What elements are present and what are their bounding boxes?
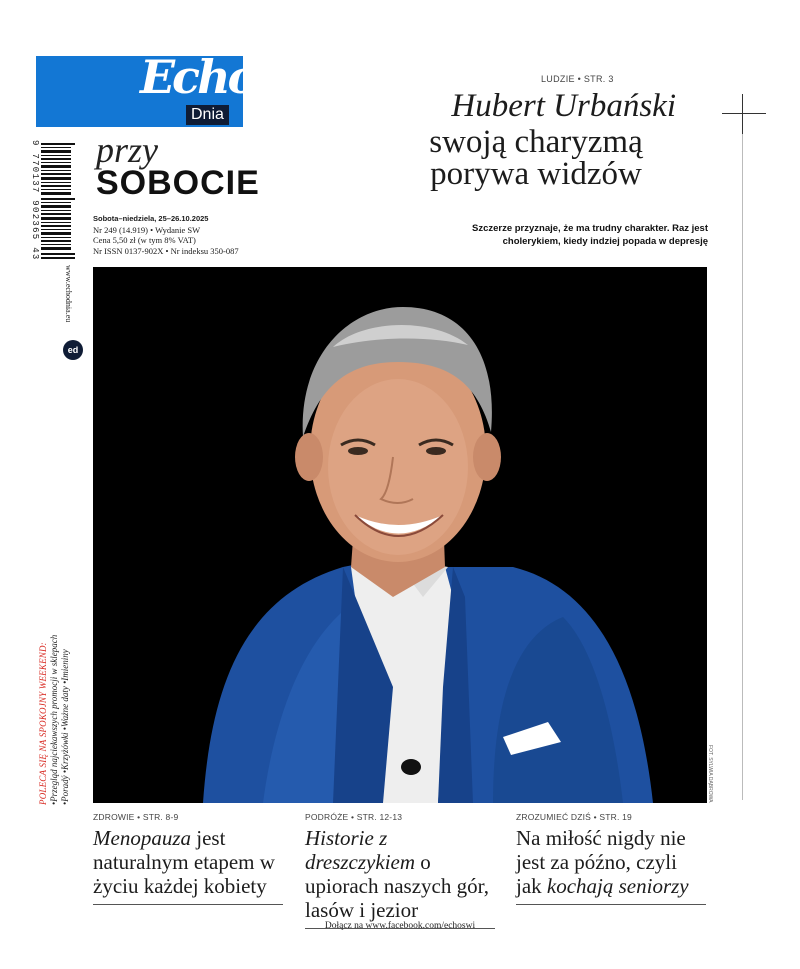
supplement-bold-title: SOBOCIE [96,164,260,202]
crop-mark-line [742,94,743,800]
teaser-title-italic: kochają seniorzy [546,874,689,898]
teaser-divider [93,904,283,905]
teaser-title-italic: Menopauza [93,826,191,850]
teaser-title [93,826,283,898]
portrait-illustration [93,267,707,803]
teaser-health[interactable] [93,812,283,905]
issue-date: Sobota–niedziela, 25–26.10.2025 [93,214,209,223]
barcode-image [41,143,75,259]
issue-issn: Nr ISSN 0137-902X • Nr indeksu 350-087 [93,245,239,256]
teaser-kicker: PODRÓŻE • STR. 12-13 [305,812,403,822]
teaser-title [516,826,706,898]
teaser-title-text: o upiorach naszych gór, lasów i jezior [305,850,490,922]
cover-photo[interactable] [93,267,707,803]
issue-info [93,214,283,256]
echo-dnia-logo[interactable] [36,50,256,127]
barcode-digits: 9 770137 902365 43 [30,140,40,261]
top-story-title-name[interactable]: Hubert Urbański [451,88,676,124]
photo-credit: FOT. SYLWIA DĄBROWA [707,745,713,803]
logo-dnia-text: Dnia [186,105,229,125]
supplement-script-title: przy [96,130,158,170]
promo-sidebar: POLECA SIĘ NA SPOKOJNY WEEKEND: •Przegląd najciekawszych promocji w sklepach •Poradý •Krzyżówki •Ważne daty •Imieniny [38,634,70,805]
teaser-title-italic: Historie z dreszczykiem [305,826,416,874]
teaser-title-text: jest naturalnym etapem w życiu każdej kobiety [93,826,275,898]
crop-mark-vertical [742,94,743,134]
top-story-kicker: LUDZIE • STR. 3 [541,74,614,84]
teaser-kicker: ZROZUMIEĆ DZIŚ • STR. 19 [516,812,632,822]
teaser-title [305,826,495,922]
teaser-travel[interactable] [305,812,495,929]
facebook-footer-link[interactable]: Dołącz na www.facebook.com/echoswi [324,921,476,931]
issue-number: Nr 249 (14.919) • Wydanie SW [93,224,201,235]
logo-echo-text: Echo [140,50,256,104]
website-url[interactable]: www.echodnia.eu [64,265,73,323]
teaser-divider [516,904,706,905]
teaser-seniors[interactable] [516,812,706,905]
top-story-subtitle: Szczerze przyznaje, że ma trudny charakter. Raz jest cholerykiem, kiedy indziej popada w depresję [471,223,708,247]
teaser-kicker: ZDROWIE • STR. 8-9 [93,812,179,822]
ed-badge-icon: ed [63,340,83,360]
issue-price: Cena 5,50 zł (w tym 8% VAT) [93,235,196,245]
crop-mark-horizontal [722,113,766,114]
top-story-title-rest[interactable]: swoją charyzmą porywa widzów [429,124,643,192]
teaser-title-text: Na miłość nigdy nie jest za późno, czyli jak [516,826,686,898]
